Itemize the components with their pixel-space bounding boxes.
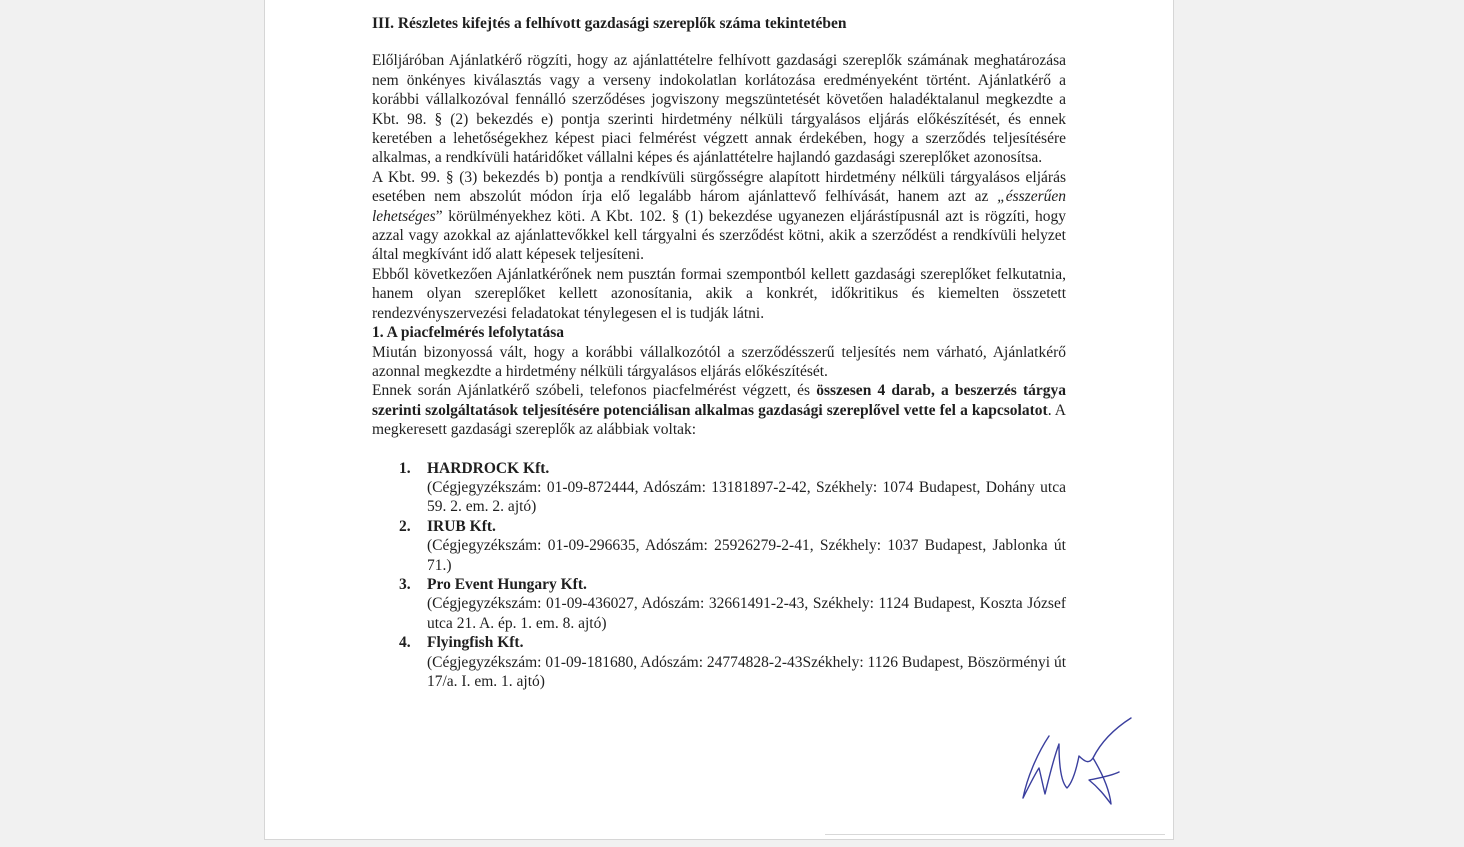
paragraph-kbt-99-text-start: A Kbt. 99. § (3) bekezdés b) pontja a rendkívüli sürgősségre alapított hirdetmény nélküli tárgyalásos eljárás esetében nem abszolút módon írja elő legalább három ajánlattevő felhívását, hanem azt az xyxy=(372,168,1066,206)
company-name: HARDROCK Kft. xyxy=(427,459,550,477)
document-page xyxy=(264,0,1174,840)
paragraph-intro: Előljáróban Ajánlatkérő rögzíti, hogy az ajánlattételre felhívott gazdasági szereplők számának meghatározása nem önkényes kiválasztás vagy a verseny indokolatlan korlátozása eredményeként történt. Ajánlatkérő a korábbi vállalkozóval fennálló szerződéses jogviszony megszüntetését követően haladéktalanul megkezdte a Kbt. 98. § (2) bekezdés e) pontja szerinti hirdetmény nélküli tárgyalásos eljárás előkészítését, és ennek keretében a lehetőségekhez képest piaci felmérést végzett annak érdekében, hogy a szerződés teljesítésére alkalmas, a rendkívüli határidőket vállalni képes és ajánlattételre hajlandó gazdasági szereplőket azonosítsa. xyxy=(372,52,1066,167)
paragraph-contacted-text-end: . A megkeresett gazdasági szereplők az alábbiak voltak: xyxy=(372,401,1066,439)
company-details: (Cégjegyzékszám: 01-09-181680, Adószám: 24774828-2-43Székhely: 1126 Budapest, Böszörményi út 17/a. I. em. 1. ajtó) xyxy=(427,653,1066,690)
company-list xyxy=(372,459,1066,692)
list-number: 2. xyxy=(399,517,411,535)
list-number: 1. xyxy=(399,459,411,477)
paragraph-market-survey: Miután bizonyossá vált, hogy a korábbi vállalkozótól a szerződésszerű teljesítés nem várható, Ajánlatkérő azonnal megkezdte a hirdetmény nélküli tárgyalásos eljárás előkészítését. xyxy=(372,343,1066,380)
paragraph-contacted xyxy=(372,381,1066,439)
company-name: Flyingfish Kft. xyxy=(427,634,524,652)
paragraph-kbt-99 xyxy=(372,168,1066,265)
section-heading: III. Részletes kifejtés a felhívott gazdasági szereplők száma tekintetében xyxy=(372,15,847,32)
page-footer-divider xyxy=(825,834,1165,835)
signature xyxy=(1019,716,1139,811)
list-item xyxy=(372,459,1066,517)
company-details: (Cégjegyzékszám: 01-09-872444, Adószám: 13181897-2-42, Székhely: 1074 Budapest, Dohány utca 59. 2. em. 2. ajtó) xyxy=(427,478,1066,516)
list-item xyxy=(372,575,1066,633)
paragraph-contacted-bold: összesen 4 darab, a beszerzés tárgya szerinti szolgáltatások teljesítésére potenciálisan alkalmas gazdasági szereplővel vette fel a kapcsolatot xyxy=(372,382,1066,419)
paragraph-kbt-99-text-end: ” körülményekhez köti. A Kbt. 102. § (1) bekezdése ugyanezen eljárástípusnál azt is rögzíti, hogy azzal vagy azokkal az ajánlattevőkkel kell tárgyalni és szerződést kötni, akik a szerződést a rendkívüli helyzet által megkívánt idő alatt képesek teljesíteni. xyxy=(372,207,1066,264)
list-number: 3. xyxy=(399,575,411,593)
list-number: 4. xyxy=(399,634,411,652)
paragraph-kbt-99-italic: „ésszerűen lehetséges xyxy=(372,188,1066,225)
signature-stroke xyxy=(1023,718,1131,804)
company-name: Pro Event Hungary Kft. xyxy=(427,575,587,593)
list-item xyxy=(372,517,1066,575)
paragraph-contacted-text-start: Ennek során Ajánlatkérő szóbeli, telefonos piacfelmérést végzett, és xyxy=(372,382,817,400)
document-content xyxy=(372,14,1066,691)
company-name: IRUB Kft. xyxy=(427,517,496,535)
list-item xyxy=(372,633,1066,691)
company-details: (Cégjegyzékszám: 01-09-296635, Adószám: 25926279-2-41, Székhely: 1037 Budapest, Jablonka út 71.) xyxy=(427,537,1066,574)
company-details: (Cégjegyzékszám: 01-09-436027, Adószám: 32661491-2-43, Székhely: 1124 Budapest, Koszta József utca 21. A. ép. 1. em. 8. ajtó) xyxy=(427,595,1066,632)
subsection-heading: 1. A piacfelmérés lefolytatása xyxy=(372,324,564,342)
paragraph-consequence: Ebből következően Ajánlatkérőnek nem pusztán formai szempontból kellett gazdasági szereplőket felkutatnia, hanem olyan szereplőket kellett azonosítania, akik a konkrét, időkritikus és kiemelten összetett rendezvényszervezési feladatokat ténylegesen el is tudják látni. xyxy=(372,265,1066,322)
